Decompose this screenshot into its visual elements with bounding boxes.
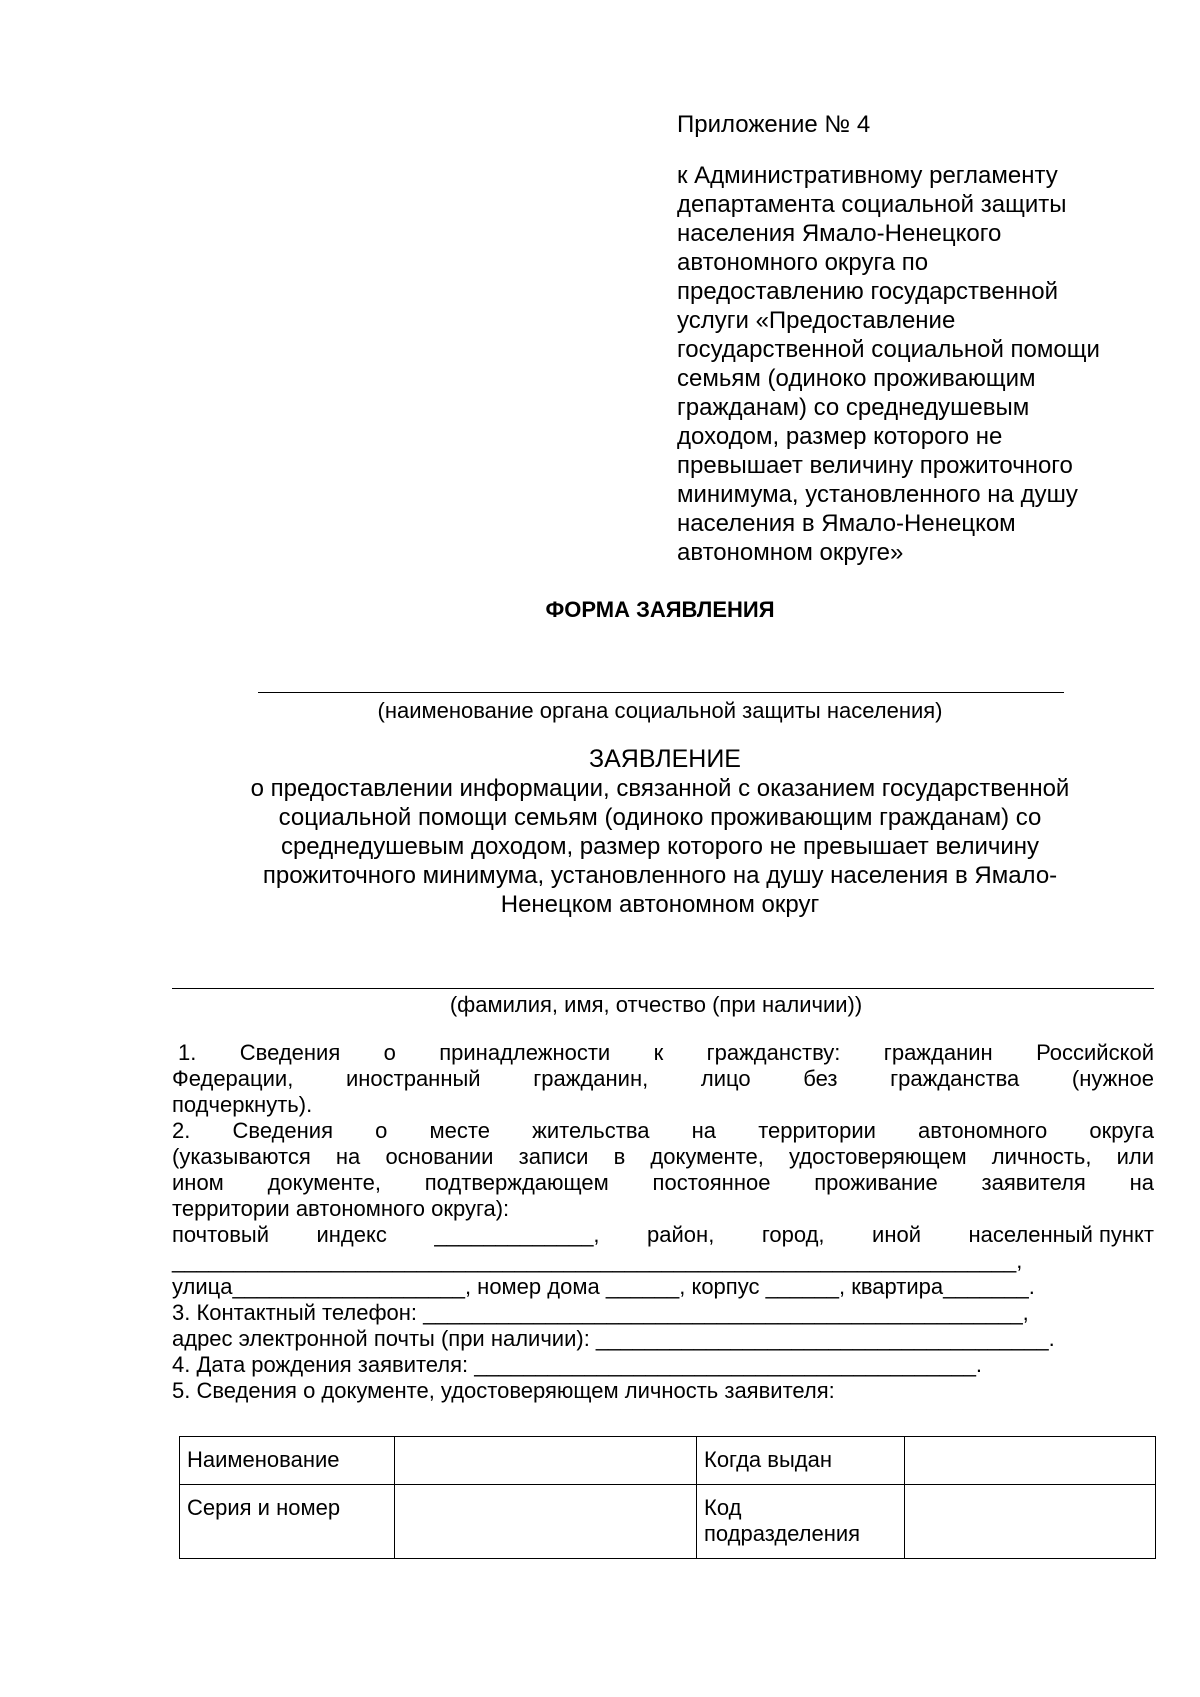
appendix-line: к Административному регламенту: [677, 162, 1058, 189]
application-title: ЗАЯВЛЕНИЕ: [588, 745, 741, 773]
form-title: ФОРМА ЗАЯВЛЕНИЯ: [545, 597, 775, 622]
email-line[interactable]: адрес электронной почты (при наличии): _____________________________________.: [172, 1326, 1055, 1351]
postal-row: [172, 1222, 1154, 1248]
item2-line: территории автономного округа):: [172, 1196, 510, 1221]
application-line: о предоставлении информации, связанной с оказанием государственной: [250, 775, 1070, 802]
appendix-line: департамента социальной защиты: [677, 191, 1067, 218]
applicant-name-caption: (фамилия, имя, отчество (при наличии)): [449, 992, 863, 1017]
appendix-line: доходом, размер которого не: [677, 423, 1003, 450]
table-cell-input[interactable]: [395, 1437, 697, 1485]
application-line: прожиточного минимума, установленного на душу населения в Ямало-: [262, 862, 1058, 889]
application-line: социальной помощи семьям (одиноко проживающим гражданам) со: [278, 804, 1042, 831]
table-cell-label: Код подразделения: [697, 1485, 905, 1559]
table-cell-input[interactable]: [905, 1437, 1156, 1485]
appendix-line: семьям (одиноко проживающим: [677, 365, 1036, 392]
item2-line: (указываются на основании записи в документе, удостоверяющем личность, или: [172, 1144, 1154, 1169]
appendix-line: автономном округе»: [677, 539, 904, 566]
appendix-block: [677, 110, 1157, 567]
identity-doc-table: [179, 1436, 1156, 1559]
appendix-line: населения в Ямало-Ненецком: [677, 510, 1016, 537]
appendix-line: предоставлению государственной: [677, 278, 1059, 305]
applicant-name-field-line[interactable]: [172, 988, 1154, 989]
postal-word: иной: [872, 1222, 921, 1247]
item1-line: 1. Сведения о принадлежности к гражданству: гражданин Российской: [178, 1040, 1154, 1065]
application-line: Ненецком автономном округ: [500, 891, 820, 918]
application-description: [205, 774, 1115, 919]
application-line: среднедушевым доходом, размер которого не превышает величину: [280, 833, 1040, 860]
table-cell-label: Серия и номер: [180, 1485, 395, 1559]
identity-doc-heading: 5. Сведения о документе, удостоверяющем личность заявителя:: [172, 1378, 835, 1403]
postal-word: район,: [647, 1222, 715, 1247]
appendix-line: государственной социальной помощи: [677, 336, 1100, 363]
postal-word: почтовый: [172, 1222, 269, 1247]
appendix-line: превышает величину прожиточного: [677, 452, 1073, 479]
org-name-caption: (наименование органа социальной защиты населения): [377, 698, 943, 723]
appendix-line: минимума, установленного на душу: [677, 481, 1078, 508]
appendix-line: населения Ямало-Ненецкого: [677, 220, 1002, 247]
table-cell-label: Наименование: [180, 1437, 395, 1485]
appendix-line: услуги «Предоставление: [677, 307, 956, 334]
phone-line[interactable]: 3. Контактный телефон: _________________________________________________,: [172, 1300, 1029, 1325]
table-cell-input[interactable]: [395, 1485, 697, 1559]
table-cell-label: Когда выдан: [697, 1437, 905, 1485]
postal-word: город,: [761, 1222, 825, 1247]
item1-line: Федерации, иностранный гражданин, лицо без гражданства (нужное: [172, 1066, 1154, 1091]
table-cell-input[interactable]: [905, 1485, 1156, 1559]
org-name-field-line[interactable]: [258, 692, 1064, 693]
postal-word: индекс: [316, 1222, 387, 1247]
table-row: [180, 1437, 1156, 1485]
appendix-number: Приложение № 4: [677, 111, 871, 138]
form-body: [172, 1040, 1154, 1404]
appendix-line: гражданам) со среднедушевым: [677, 394, 1030, 421]
item2-line: ином документе, подтверждающем постоянное проживание заявителя на: [172, 1170, 1154, 1195]
table-row: [180, 1485, 1156, 1559]
item2-line: 2. Сведения о месте жительства на территории автономного округа: [172, 1118, 1154, 1143]
item1-line: подчеркнуть).: [172, 1092, 313, 1117]
settlement-blank[interactable]: _____________________________________________________________________,: [172, 1248, 1023, 1273]
appendix-line: автономного округа по: [677, 249, 929, 276]
postal-index-blank[interactable]: _____________,: [434, 1222, 600, 1247]
postal-word: населенный пункт: [968, 1222, 1154, 1247]
birth-date-line[interactable]: 4. Дата рождения заявителя: _________________________________________.: [172, 1352, 983, 1377]
street-line[interactable]: улица___________________, номер дома ______, корпус ______, квартира_______.: [172, 1274, 1035, 1299]
